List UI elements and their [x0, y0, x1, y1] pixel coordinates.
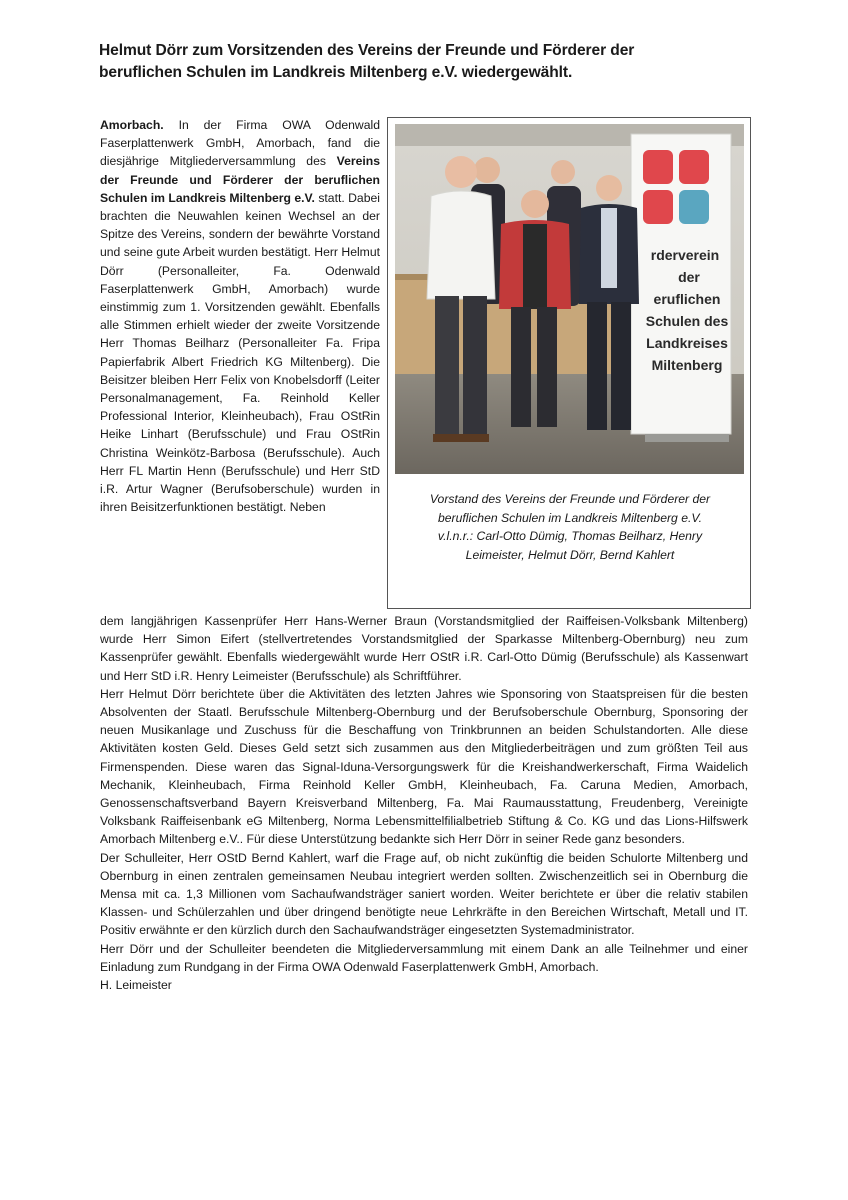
paragraph-2: Herr Helmut Dörr berichtete über die Aktivitäten des letzten Jahres wie Sponsoring von Staatspreisen für die besten Absolventen der Staatl. Berufsschule Miltenberg-Obernburg und der Berufsoberschule Obernburg, Sponsoring der neuen Musikanlage und Zuschuss für die Beschaffung von Trinkbrunnen an beiden Schulstandorten. Alle diese Aktivitäten kosten Geld. Dieses Geld setzt sich zusammen aus den Mitgliederbeiträgen und zum größten Teil aus Firmenspenden. Diese waren das Signal-Iduna-Versorgungswerk für die Kreishandwerkerschaft, Firma Waidelich Mechanik, Kleinheubach, Firma Reinhold Keller GmbH, Kleinheubach, Fa. Caruna Medien, Amorbach, Genossenschaftsverband Bayern Kreisverband Miltenberg, Fa. Mai Raumausstattung, Freudenberg, Vereinigte Volksbank Raiffeisenbank eG Miltenberg, Norma Lebensmittelfilialbetrieb Stiftung & Co. KG und das Lions-Hilfswerk Amorbach Miltenberg e.V.. Für diese Unterstützung bedankte sich Herr Dörr in seiner Rede ganz besonders.	[100, 686, 748, 847]
caption-line-1: Vorstand des Vereins der Freunde und Förderer der	[429, 492, 711, 506]
photo-figure	[387, 117, 751, 609]
headline-line-2: beruflichen Schulen im Landkreis Miltenberg e.V. wiedergewählt.	[99, 64, 573, 81]
author-signature: H. Leimeister	[100, 978, 172, 993]
banner-line-6: Miltenberg	[651, 357, 723, 373]
caption-line-2: beruflichen Schulen im Landkreis Miltenberg e.V.	[438, 510, 702, 525]
caption-line-4: Leimeister, Helmut Dörr, Bernd Kahlert	[465, 547, 675, 562]
article-body	[100, 612, 748, 994]
banner-line-2: der	[678, 269, 700, 285]
organization-name: Vereins der Freunde und Förderer der beruflichen Schulen im Landkreis Miltenberg e.V.	[100, 154, 380, 205]
paragraph-3: Der Schulleiter, Herr OStD Bernd Kahlert, warf die Frage auf, ob nicht zukünftig die beiden Schulorte Miltenberg und Obernburg in einen zentralen gemeinsamen Neubau integriert werden sollten. Zwischenzeitlich sei in Obernburg die Mensa mit ca. 1,3 Millionen vom Sachaufwandsträger saniert worden. Weiter berichtete er über die relativ stabilen Klassen- und Schülerzahlen und über dringend benötigte neue Lehrkräfte in den Bereichen Wirtschaft, Metall und IT. Positiv erwähnte er den kürzlich durch den Sachaufwandsträger eingesetzten Systemadministrator.	[100, 850, 748, 938]
paragraph-1: dem langjährigen Kassenprüfer Herr Hans-Werner Braun (Vorstandsmitglied der Raiffeisen-Volksbank Miltenberg) wurde Herr Simon Eifert (stellvertretendes Vorstandsmitglied der Sparkasse Miltenberg-Obernburg) neu zum Kassenprüfer gewählt. Ebenfalls wiedergewählt wurde Herr OStR i.R. Carl-Otto Dümig (Berufsschule) als Kassenwart und Herr StD i.R. Henry Leimeister (Berufsschule) als Schriftführer.	[100, 614, 748, 683]
intro-text-2: statt. Dabei brachten die Neuwahlen keinen Wechsel an der Spitze des Vereins, sondern der bewährte Vorstand und seine gute Arbeit wurden bestätigt. Herr Helmut Dörr (Personalleiter, Fa. Odenwald Faserplattenwerk GmbH, Amorbach) wurde einstimmig zum 1. Vorsitzenden gewählt. Ebenfalls alle Stimmen erhielt wieder der zweite Vorsitzende Herr Thomas Beilharz (Personalleiter Fa. Fripa Papierfabrik Albert Friedrich KG Miltenberg). Die Beisitzer bleiben Herr Felix von Knobelsdorff (Leiter Personalmanagement, Fa. Reinhold Keller Professional Interior, Kleinheubach), Frau OStRin Heike Linhart (Berufsschule) und Frau OStRin Christina Weinkötz-Barbosa (Berufsschule). Auch Herr FL Martin Henn (Berufsschule) und Herr StD i.R. Artur Wagner (Berufsoberschule) wurden in ihren Beisitzerfunktionen bestätigt. Neben	[100, 190, 380, 515]
banner-line-3: eruflichen	[653, 291, 721, 307]
dateline: Amorbach.	[100, 118, 164, 132]
article-headline	[99, 40, 759, 84]
banner-line-5: Landkreises	[646, 335, 728, 351]
paragraph-4: Herr Dörr und der Schulleiter beendeten die Mitgliederversammlung mit einem Dank an alle Teilnehmer und einer Einladung zum Rundgang in der Firma OWA Odenwald Faserplattenwerk GmbH, Amorbach.	[100, 941, 748, 974]
caption-line-3: v.l.n.r.: Carl-Otto Dümig, Thomas Beilharz, Henry	[437, 529, 703, 543]
banner-line-1: rderverein	[650, 247, 720, 263]
group-photo	[395, 124, 744, 474]
intro-text-1: In der Firma OWA Odenwald Faserplattenwerk GmbH, Amorbach, fand die diesjährige Mitgliederversammlung des	[100, 118, 380, 169]
intro-column	[100, 116, 380, 516]
photo-caption	[398, 490, 742, 564]
banner-line-4: Schulen des	[645, 313, 729, 329]
headline-line-1: Helmut Dörr zum Vorsitzenden des Vereins der Freunde und Förderer der	[99, 42, 635, 59]
